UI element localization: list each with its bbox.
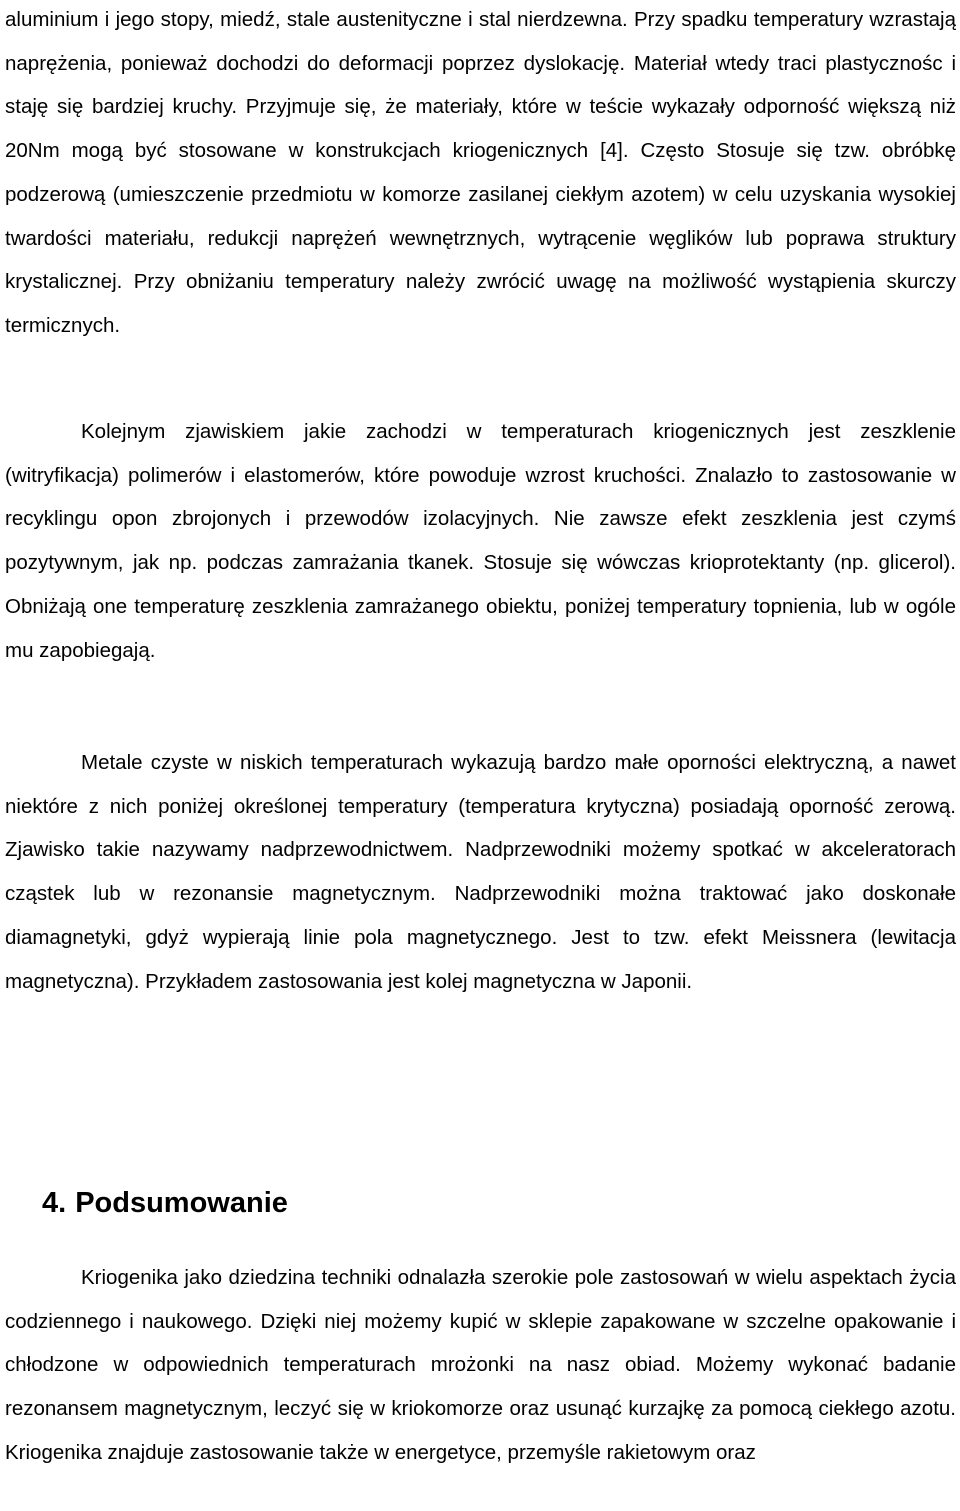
section-number: 4. bbox=[42, 1187, 67, 1219]
paragraph-vitrification: Kolejnym zjawiskiem jakie zachodzi w temperaturach kriogenicznych jest zeszklenie (witryfikacja) polimerów i elastomerów, które powoduje wzrost kruchości. Znalazło to zastosowanie w recyklingu opon zbrojonych i przewodów izolacyjnych. Nie zawsze efekt zeszklenia jest czymś pozytywnym, jak np. podczas zamrażania tkanek. Stosuje się wówczas krioprotektanty (np. glicerol). Obniżają one temperaturę zeszklenia zamrażanego obiektu, poniżej temperatury topnienia, lub w ogóle mu zapobiegają. bbox=[5, 420, 956, 662]
paragraph-superconductivity: Metale czyste w niskich temperaturach wykazują bardzo małe oporności elektryczną, a nawet niektóre z nich poniżej określonej temperatury (temperatura krytyczna) posiadają oporność zerową. Zjawisko takie nazywamy nadprzewodnictwem. Nadprzewodniki możemy spotkać w akceleratorach cząstek lub w rezonansie magnetycznym. Nadprzewodniki można traktować jako doskonałe diamagnetyki, gdyż wypierają linie pola magnetycznego. Jest to tzw. efekt Meissnera (lewitacja magnetyczna). Przykładem zastosowania jest kolej magnetyczna w Japonii. bbox=[5, 751, 956, 993]
paragraph-materials: aluminium i jego stopy, miedź, stale austenityczne i stal nierdzewna. Przy spadku temperatury wzrastają naprężenia, ponieważ dochodzi do deformacji poprzez dyslokację. Materiał wtedy traci plastycznośc i staję się bardziej kruchy. Przyjmuje się, że materiały, które w teście wykazały odporność większą niż 20Nm mogą być stosowane w konstrukcjach kriogenicznych [4]. Często Stosuje się tzw. obróbkę podzerową (umieszczenie przedmiotu w komorze zasilanej ciekłym azotem) w celu uzyskania wysokiej twardości materiału, redukcji naprężeń wewnętrznych, wytrącenie węglików lub poprawa struktury krystalicznej. Przy obniżaniu temperatury należy zwrócić uwagę na możliwość wystąpienia skurczy termicznych. bbox=[5, 8, 956, 337]
section-heading bbox=[42, 1183, 288, 1223]
paragraph-summary: Kriogenika jako dziedzina techniki odnalazła szerokie pole zastosowań w wielu aspektach życia codziennego i naukowego. Dzięki niej możemy kupić w sklepie zapakowane w szczelne opakowanie i chłodzone w odpowiednich temperaturach mrożonki na nasz obiad. Możemy wykonać badanie rezonansem magnetycznym, leczyć się w kriokomorze oraz usunąć kurzajkę za pomocą ciekłego azotu. Kriogenika znajduje zastosowanie także w energetyce, przemyśle rakietowym oraz bbox=[5, 1266, 956, 1464]
section-title: Podsumowanie bbox=[75, 1187, 288, 1219]
